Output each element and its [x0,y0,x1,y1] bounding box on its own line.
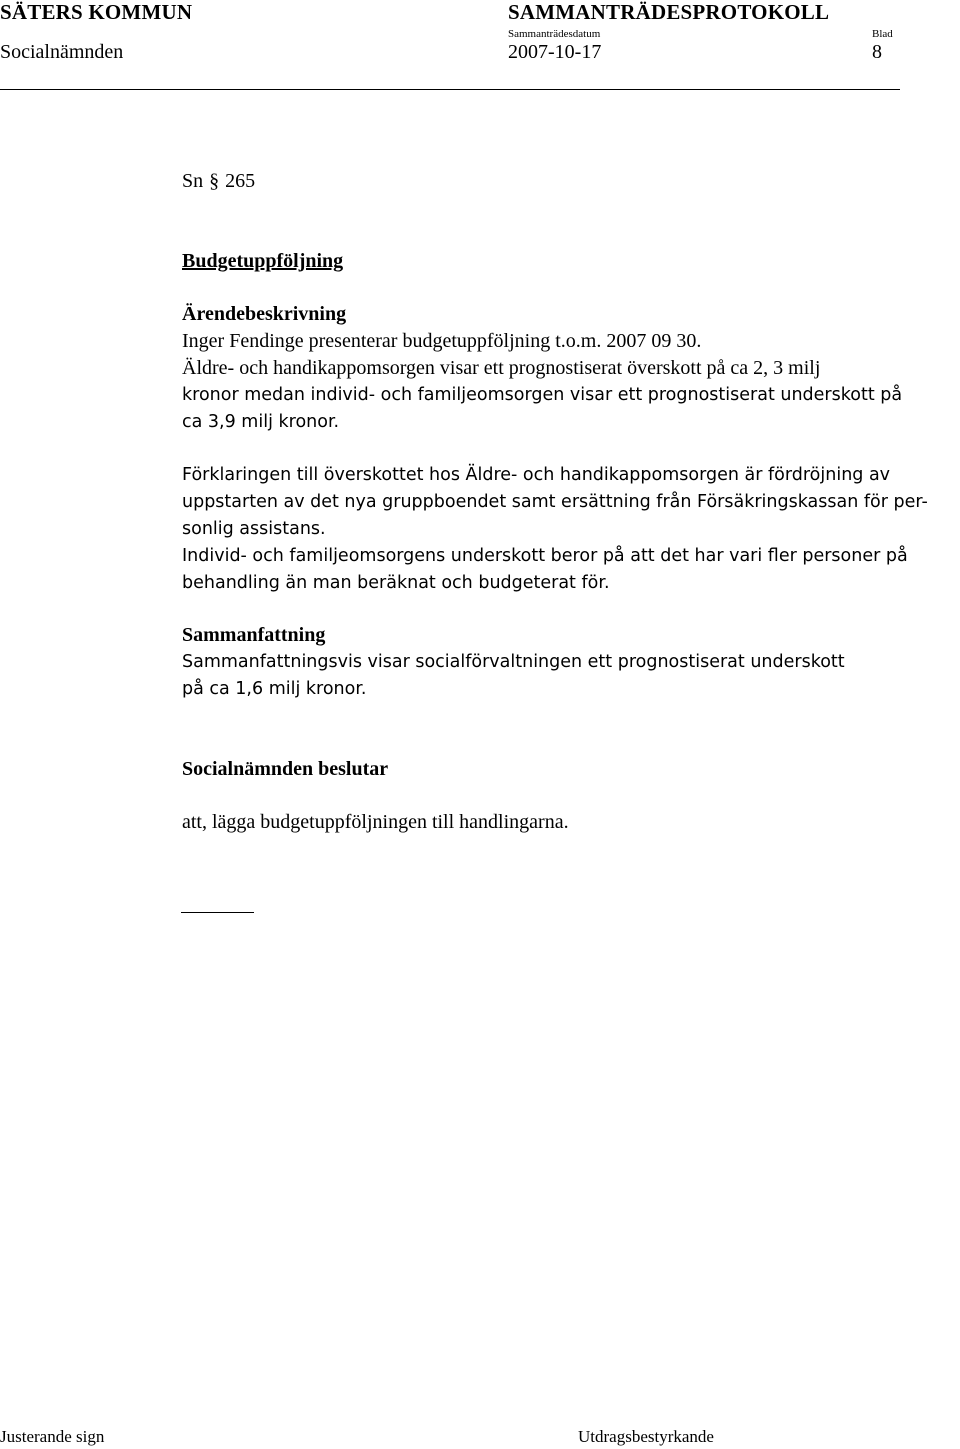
footer-utdragsbestyrkande: Utdragsbestyrkande [578,1427,714,1446]
arende-text [182,328,952,382]
document-type: SAMMANTRÄDESPROTOKOLL [508,0,830,24]
org-name: SÄTERS KOMMUN [0,0,193,24]
forklaring-line: behandling än man beräknat och budgeterat för. [182,573,610,593]
date-label: Sammanträdesdatum [508,28,601,40]
end-rule [181,912,254,913]
section-value: 265 [225,170,256,192]
sammanfattning-heading: Sammanfattning [182,624,326,646]
forklaring-line: Förklaringen till överskottet hos Äldre- och handikappomsorgen är fördröjning av [182,465,891,485]
sammanfattning-line: på ca 1,6 milj kronor. [182,679,367,699]
header-divider [0,89,900,90]
page-title: Budgetuppföljning [182,250,344,272]
arende-heading: Ärendebeskrivning [182,303,347,325]
section-number [182,168,255,195]
section-prefix: Sn [182,170,204,192]
beslut-text: att, lägga budgetuppföljningen till handlingarna. [182,811,569,833]
footer-justerande-sign: Justerande sign [0,1427,105,1446]
sammanfattning-line: Sammanfattningsvis visar socialförvaltningen ett prognostiserat underskott [182,652,845,672]
forklaring-line: sonlig assistans. [182,519,326,539]
arende-line: Inger Fendinge presenterar budgetuppföljning t.o.m. 2007 09 30. [182,330,702,352]
sammanfattning-text [182,649,952,703]
page-number: 8 [872,41,882,63]
department: Socialnämnden [0,41,124,63]
page-label: Blad [872,28,893,40]
forklaring-line: Individ- och familjeomsorgens underskott beror på att det har vari fler personer på [182,546,908,566]
forklaring-line: uppstarten av det nya gruppboendet samt ersättning från Försäkringskassan för per- [182,492,928,512]
beslut-heading: Socialnämnden beslutar [182,758,389,780]
arende-line: Äldre- och handikappomsorgen visar ett prognostiserat överskott på ca 2, 3 milj [182,357,821,379]
forklaring-text [182,462,952,597]
arende-line: ca 3,9 milj kronor. [182,412,340,432]
section-symbol: § [209,170,220,192]
meeting-date: 2007-10-17 [508,41,602,63]
arende-text-cont [182,382,952,436]
arende-line: kronor medan individ- och familjeomsorgen visar ett prognostiserat underskott på [182,385,903,405]
